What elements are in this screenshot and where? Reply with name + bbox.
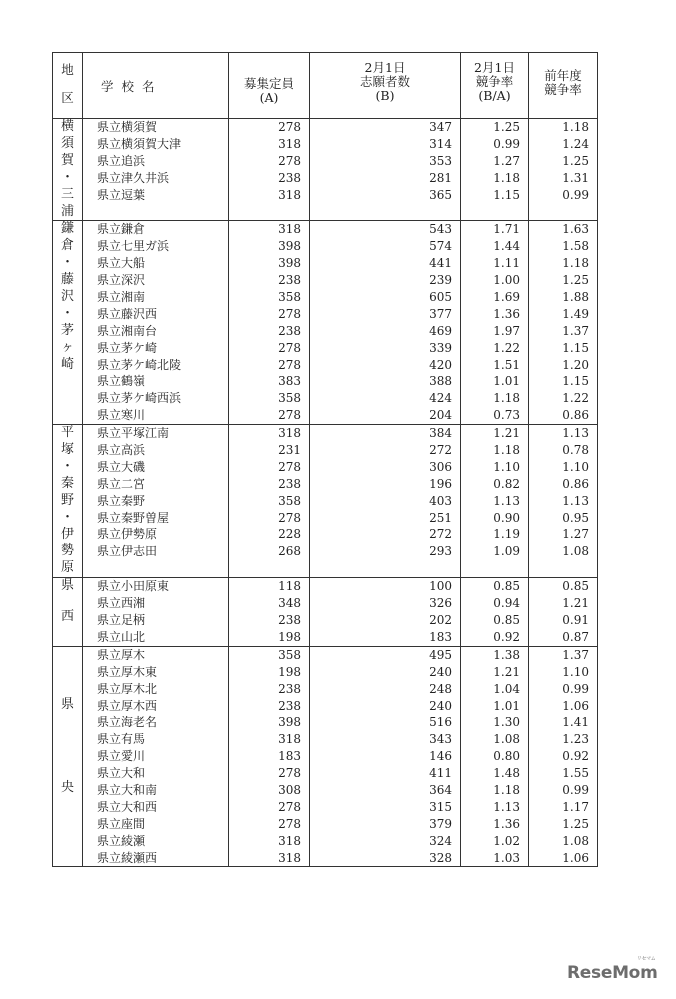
applicants-value: 204	[429, 408, 452, 423]
quota-value-column	[229, 119, 310, 221]
applicants-value: 495	[429, 647, 452, 662]
school-name: 県立平塚江南	[97, 426, 170, 441]
applicants-value: 306	[429, 459, 452, 474]
header-applicants	[310, 53, 461, 119]
region-char: ・	[60, 169, 74, 185]
region-cell	[53, 221, 83, 425]
prev-ratio-value: 1.49	[562, 306, 589, 321]
applicants-value-column	[310, 425, 461, 578]
school-name: 県立大和西	[97, 799, 158, 814]
school-name: 県立伊勢原	[97, 527, 158, 542]
school-name: 県立大磯	[97, 459, 146, 474]
region-char: 平	[60, 425, 74, 441]
region-char: 藤	[60, 272, 74, 288]
school-name: 県立深沢	[97, 273, 146, 288]
prev-ratio-value: 1.41	[562, 715, 589, 730]
applicants-value: 353	[429, 153, 452, 168]
region-char: ヶ	[60, 339, 74, 355]
school-name: 県立寒川	[97, 408, 146, 423]
prev-ratio-value: 1.08	[562, 544, 589, 559]
prev-ratio-value: 1.15	[562, 340, 589, 355]
school-name: 県立秦野	[97, 493, 146, 508]
quota-value: 358	[278, 493, 301, 508]
ratio-value: 1.01	[493, 374, 520, 389]
applicants-value: 100	[429, 579, 452, 594]
region-char: 三	[60, 186, 74, 202]
school-name: 県立湘南	[97, 290, 146, 304]
prev-ratio-value: 1.25	[562, 816, 589, 831]
school-name: 県立小田原東	[97, 579, 170, 594]
school-name: 県立有馬	[97, 732, 146, 747]
school-name: 県立藤沢西	[97, 306, 158, 321]
ratio-value: 1.71	[493, 222, 520, 237]
header-applicants-line3: (B)	[375, 88, 395, 103]
ratio-value: 0.99	[493, 136, 520, 151]
quota-value: 398	[278, 256, 301, 271]
applicants-value: 516	[429, 715, 452, 730]
prev-ratio-value: 1.10	[562, 459, 589, 474]
school-name: 県立厚木北	[97, 681, 158, 696]
region-group	[53, 646, 598, 867]
header-applicants-line1: 2月1日	[364, 60, 406, 75]
region-group	[53, 221, 598, 425]
school-name: 県立茅ケ崎北陵	[97, 357, 182, 372]
quota-value: 278	[278, 459, 301, 474]
region-group	[53, 425, 598, 578]
school-name: 県立厚木西	[97, 698, 158, 713]
quota-value-column	[229, 221, 310, 425]
applicants-value-column	[310, 221, 461, 425]
header-region-bottom: 区	[61, 90, 74, 105]
school-name: 県立西湘	[97, 596, 146, 611]
header-quota-line2: (A)	[259, 89, 279, 105]
school-name: 県立愛川	[97, 749, 146, 764]
quota-value-column	[229, 425, 310, 578]
quota-value: 238	[278, 170, 301, 185]
region-char: 県	[60, 696, 74, 712]
quota-value: 183	[278, 749, 301, 764]
prev-ratio-value: 1.37	[562, 647, 589, 662]
applicants-value: 183	[429, 629, 452, 644]
school-name: 県立高浜	[97, 443, 146, 458]
quota-value: 278	[278, 306, 301, 321]
ratio-value-column	[461, 646, 529, 867]
ratio-value: 1.69	[493, 290, 520, 304]
region-char: ・	[60, 509, 74, 525]
applicants-value: 364	[429, 782, 452, 797]
header-ratio-line1: 2月1日	[474, 60, 515, 75]
school-name: 県立足柄	[97, 613, 146, 628]
ratio-value: 1.48	[493, 766, 520, 781]
prev-ratio-value: 0.99	[562, 782, 589, 797]
ratio-value: 1.15	[493, 187, 520, 202]
prev-ratio-value: 0.99	[562, 681, 589, 696]
ratio-value: 1.02	[493, 833, 520, 848]
applicants-value: 272	[429, 443, 452, 458]
region-char: 崎	[60, 356, 74, 372]
applicants-value: 420	[429, 357, 452, 372]
quota-value: 278	[278, 120, 301, 134]
quota-value: 398	[278, 239, 301, 254]
header-prev-line2: 競争率	[544, 82, 582, 97]
prev-ratio-value: 1.21	[562, 596, 589, 611]
school-name: 県立二宮	[97, 476, 146, 491]
prev-ratio-value: 1.18	[562, 120, 589, 134]
prev-ratio-value: 0.78	[562, 443, 589, 458]
quota-value: 318	[278, 732, 301, 747]
ratio-value: 0.90	[493, 510, 520, 525]
quota-value: 231	[278, 443, 301, 458]
prev-ratio-value: 0.85	[562, 579, 589, 594]
applicants-value: 324	[429, 833, 452, 848]
school-name: 県立厚木	[97, 647, 146, 662]
applicants-value: 315	[429, 799, 452, 814]
school-name: 県立茅ケ崎西浜	[97, 391, 182, 406]
applicants-value: 403	[429, 493, 452, 508]
prev-ratio-value: 0.86	[562, 408, 589, 423]
prev-ratio-value: 1.06	[562, 698, 589, 713]
region-cell	[53, 578, 83, 647]
applicants-value: 328	[429, 850, 452, 865]
region-char: 原	[60, 560, 74, 576]
ratio-value: 0.82	[493, 476, 520, 491]
school-name: 県立大船	[97, 256, 146, 271]
header-applicants-line2: 志願者数	[359, 74, 410, 89]
applicants-table	[52, 52, 598, 867]
ratio-value: 1.21	[493, 426, 520, 441]
prev-ratio-value: 1.63	[562, 222, 589, 237]
ratio-value: 1.51	[493, 357, 520, 372]
prev-ratio-value: 1.13	[562, 493, 589, 508]
ratio-value: 1.08	[493, 732, 520, 747]
school-name-column	[83, 646, 229, 867]
ratio-value: 1.13	[493, 799, 520, 814]
prev-ratio-value: 1.06	[562, 850, 589, 865]
quota-value: 383	[278, 374, 301, 389]
applicants-value: 202	[429, 613, 452, 628]
region-group	[53, 578, 598, 647]
prev-ratio-value: 1.25	[562, 153, 589, 168]
school-name: 県立逗葉	[97, 187, 146, 202]
applicants-value: 388	[429, 374, 452, 389]
quota-value: 198	[278, 664, 301, 679]
prev-ratio-value: 1.15	[562, 374, 589, 389]
quota-value: 278	[278, 408, 301, 423]
school-name: 県立海老名	[97, 715, 158, 730]
applicants-value-column	[310, 578, 461, 647]
applicants-value: 379	[429, 816, 452, 831]
applicants-value: 347	[429, 120, 452, 134]
logo-small-text: リセマム	[636, 956, 656, 962]
prev-ratio-value: 1.08	[562, 833, 589, 848]
prev-ratio-value-column	[529, 578, 598, 647]
applicants-value: 384	[429, 426, 452, 441]
applicants-value: 281	[429, 170, 452, 185]
school-name: 県立追浜	[97, 153, 146, 168]
ratio-value: 1.38	[493, 647, 520, 662]
ratio-value: 1.18	[493, 170, 520, 185]
ratio-value-column	[461, 425, 529, 578]
region-cell	[53, 119, 83, 221]
applicants-value: 411	[429, 766, 452, 781]
ratio-value: 1.97	[493, 323, 520, 338]
quota-value: 278	[278, 766, 301, 781]
prev-ratio-value: 1.24	[562, 136, 589, 151]
prev-ratio-value: 1.25	[562, 273, 589, 288]
prev-ratio-value: 0.95	[562, 510, 589, 525]
region-cell	[53, 646, 83, 867]
school-name: 県立大和	[97, 766, 146, 781]
prev-ratio-value: 0.92	[562, 749, 589, 764]
header-prev-line1: 前年度	[544, 68, 582, 83]
applicants-value: 424	[429, 391, 452, 406]
applicants-value-column	[310, 119, 461, 221]
prev-ratio-value: 1.88	[562, 290, 589, 304]
ratio-value: 1.30	[493, 715, 520, 730]
quota-value: 278	[278, 510, 301, 525]
ratio-value: 1.00	[493, 273, 520, 288]
region-char: 倉	[60, 238, 74, 254]
quota-value: 278	[278, 816, 301, 831]
quota-value: 238	[278, 681, 301, 696]
ratio-value-column	[461, 221, 529, 425]
ratio-value: 0.73	[493, 408, 520, 423]
applicants-value: 326	[429, 596, 452, 611]
region-char: ・	[60, 458, 74, 474]
header-quota-line1: 募集定員	[243, 75, 294, 91]
prev-ratio-value: 1.23	[562, 732, 589, 747]
school-name: 県立津久井浜	[97, 170, 170, 185]
quota-value: 318	[278, 833, 301, 848]
region-cell	[53, 425, 83, 578]
quota-value: 358	[278, 290, 301, 304]
quota-value: 308	[278, 782, 301, 797]
prev-ratio-value: 1.10	[562, 664, 589, 679]
logo-text: ReseMom	[567, 963, 658, 983]
region-char: ・	[60, 305, 74, 321]
prev-ratio-value-column	[529, 646, 598, 867]
header-ratio	[461, 53, 529, 119]
quota-value: 278	[278, 340, 301, 355]
ratio-value: 1.01	[493, 698, 520, 713]
school-name: 県立横須賀大津	[97, 136, 182, 151]
school-name: 県立座間	[97, 816, 146, 831]
applicants-value: 441	[429, 256, 452, 271]
ratio-value: 1.03	[493, 850, 520, 865]
quota-value-column	[229, 646, 310, 867]
school-name: 県立鶴嶺	[97, 374, 146, 389]
ratio-value: 1.19	[493, 527, 520, 542]
quota-value: 278	[278, 799, 301, 814]
region-char: 沢	[60, 289, 74, 305]
quota-value: 318	[278, 187, 301, 202]
header-region-top: 地	[61, 62, 74, 77]
prev-ratio-value: 1.27	[562, 527, 589, 542]
school-name: 県立七里ガ浜	[97, 239, 170, 254]
applicants-value: 240	[429, 664, 452, 679]
region-char: 須	[60, 135, 74, 151]
school-name: 県立厚木東	[97, 664, 158, 679]
prev-ratio-value: 0.86	[562, 476, 589, 491]
applicants-value: 605	[429, 290, 452, 304]
ratio-value: 0.94	[493, 596, 520, 611]
resemom-logo	[567, 956, 658, 983]
quota-value: 238	[278, 476, 301, 491]
header-school-label: 学 校 名	[101, 78, 157, 94]
region-group	[53, 119, 598, 221]
prev-ratio-value: 0.99	[562, 187, 589, 202]
ratio-value: 1.18	[493, 391, 520, 406]
ratio-value: 0.92	[493, 629, 520, 644]
ratio-value-column	[461, 578, 529, 647]
school-name-column	[83, 578, 229, 647]
region-char: 浦	[60, 203, 74, 219]
header-school	[83, 53, 229, 119]
ratio-value: 1.11	[493, 256, 520, 271]
school-name: 県立秦野曽屋	[97, 510, 170, 525]
school-name-column	[83, 425, 229, 578]
ratio-value: 1.04	[493, 681, 520, 696]
ratio-value: 0.85	[493, 613, 520, 628]
applicants-value: 543	[429, 222, 452, 237]
school-name: 県立山北	[97, 629, 146, 644]
applicants-value: 314	[429, 136, 452, 151]
applicants-value: 343	[429, 732, 452, 747]
school-name: 県立横須賀	[97, 120, 158, 134]
ratio-value: 1.21	[493, 664, 520, 679]
applicants-value: 248	[429, 681, 452, 696]
region-char: 央	[60, 779, 74, 795]
ratio-value: 1.09	[493, 544, 520, 559]
prev-ratio-value: 1.37	[562, 323, 589, 338]
quota-value-column	[229, 578, 310, 647]
prev-ratio-value-column	[529, 221, 598, 425]
applicants-value: 293	[429, 544, 452, 559]
header-row	[53, 53, 598, 119]
quota-value: 238	[278, 698, 301, 713]
applicants-value: 365	[429, 187, 452, 202]
prev-ratio-value: 1.22	[562, 391, 589, 406]
quota-value: 198	[278, 629, 301, 644]
quota-value: 118	[278, 579, 301, 594]
quota-value: 228	[278, 527, 301, 542]
prev-ratio-value: 1.17	[562, 799, 589, 814]
school-name-column	[83, 119, 229, 221]
quota-value: 238	[278, 273, 301, 288]
ratio-value: 0.80	[493, 749, 520, 764]
ratio-value: 1.18	[493, 782, 520, 797]
ratio-value: 1.10	[493, 459, 520, 474]
quota-value: 318	[278, 222, 301, 237]
prev-ratio-value: 1.13	[562, 426, 589, 441]
ratio-value: 1.13	[493, 493, 520, 508]
applicants-value: 469	[429, 323, 452, 338]
ratio-value: 1.36	[493, 816, 520, 831]
ratio-value: 1.44	[493, 239, 520, 254]
prev-ratio-value: 0.91	[562, 613, 589, 628]
ratio-value: 1.18	[493, 443, 520, 458]
region-char: 秦	[60, 475, 74, 491]
prev-ratio-value-column	[529, 119, 598, 221]
applicants-value: 377	[429, 306, 452, 321]
region-char: 野	[60, 492, 74, 508]
header-region	[53, 53, 83, 119]
applicants-value: 272	[429, 527, 452, 542]
region-char: 勢	[60, 543, 74, 559]
school-name: 県立大和南	[97, 782, 158, 797]
quota-value: 238	[278, 323, 301, 338]
header-ratio-line3: (B/A)	[478, 88, 511, 103]
header-ratio-line2: 競争率	[475, 74, 514, 89]
school-name: 県立綾瀬	[97, 833, 146, 848]
region-char: 賀	[60, 152, 74, 168]
region-char: 県	[60, 578, 74, 594]
prev-ratio-value-column	[529, 425, 598, 578]
school-name: 県立鎌倉	[97, 222, 146, 237]
quota-value: 348	[278, 596, 301, 611]
prev-ratio-value: 0.87	[562, 629, 589, 644]
applicants-value: 146	[429, 749, 452, 764]
applicants-value: 239	[429, 273, 452, 288]
header-prev-ratio	[529, 53, 598, 119]
region-char: 横	[60, 119, 74, 134]
quota-value: 358	[278, 647, 301, 662]
region-char: 茅	[60, 322, 74, 338]
quota-value: 278	[278, 357, 301, 372]
region-char: ・	[60, 255, 74, 271]
quota-value: 358	[278, 391, 301, 406]
school-name: 県立湘南台	[97, 323, 158, 338]
ratio-value: 1.25	[493, 120, 520, 134]
prev-ratio-value: 1.58	[562, 239, 589, 254]
applicants-value-column	[310, 646, 461, 867]
applicants-value: 240	[429, 698, 452, 713]
applicants-value: 196	[429, 476, 452, 491]
prev-ratio-value: 1.31	[562, 170, 589, 185]
quota-value: 398	[278, 715, 301, 730]
quota-value: 318	[278, 136, 301, 151]
ratio-value: 1.27	[493, 153, 520, 168]
quota-value: 278	[278, 153, 301, 168]
school-name: 県立茅ケ崎	[97, 340, 158, 355]
prev-ratio-value: 1.20	[562, 357, 589, 372]
quota-value: 268	[278, 544, 301, 559]
school-name-column	[83, 221, 229, 425]
school-name: 県立伊志田	[97, 544, 158, 559]
ratio-value: 1.36	[493, 306, 520, 321]
quota-value: 238	[278, 613, 301, 628]
region-char: 鎌	[60, 221, 74, 237]
region-char: 塚	[60, 442, 74, 458]
ratio-value: 1.22	[493, 340, 520, 355]
applicants-value: 339	[429, 340, 452, 355]
prev-ratio-value: 1.18	[562, 256, 589, 271]
quota-value: 318	[278, 426, 301, 441]
prev-ratio-value: 1.55	[562, 766, 589, 781]
region-char: 伊	[60, 526, 74, 542]
region-char: 西	[60, 609, 74, 625]
header-quota	[229, 53, 310, 119]
quota-value: 318	[278, 850, 301, 865]
applicants-value: 574	[429, 239, 452, 254]
ratio-value-column	[461, 119, 529, 221]
school-name: 県立綾瀬西	[97, 850, 158, 865]
applicants-value: 251	[429, 510, 452, 525]
ratio-value: 0.85	[493, 579, 520, 594]
